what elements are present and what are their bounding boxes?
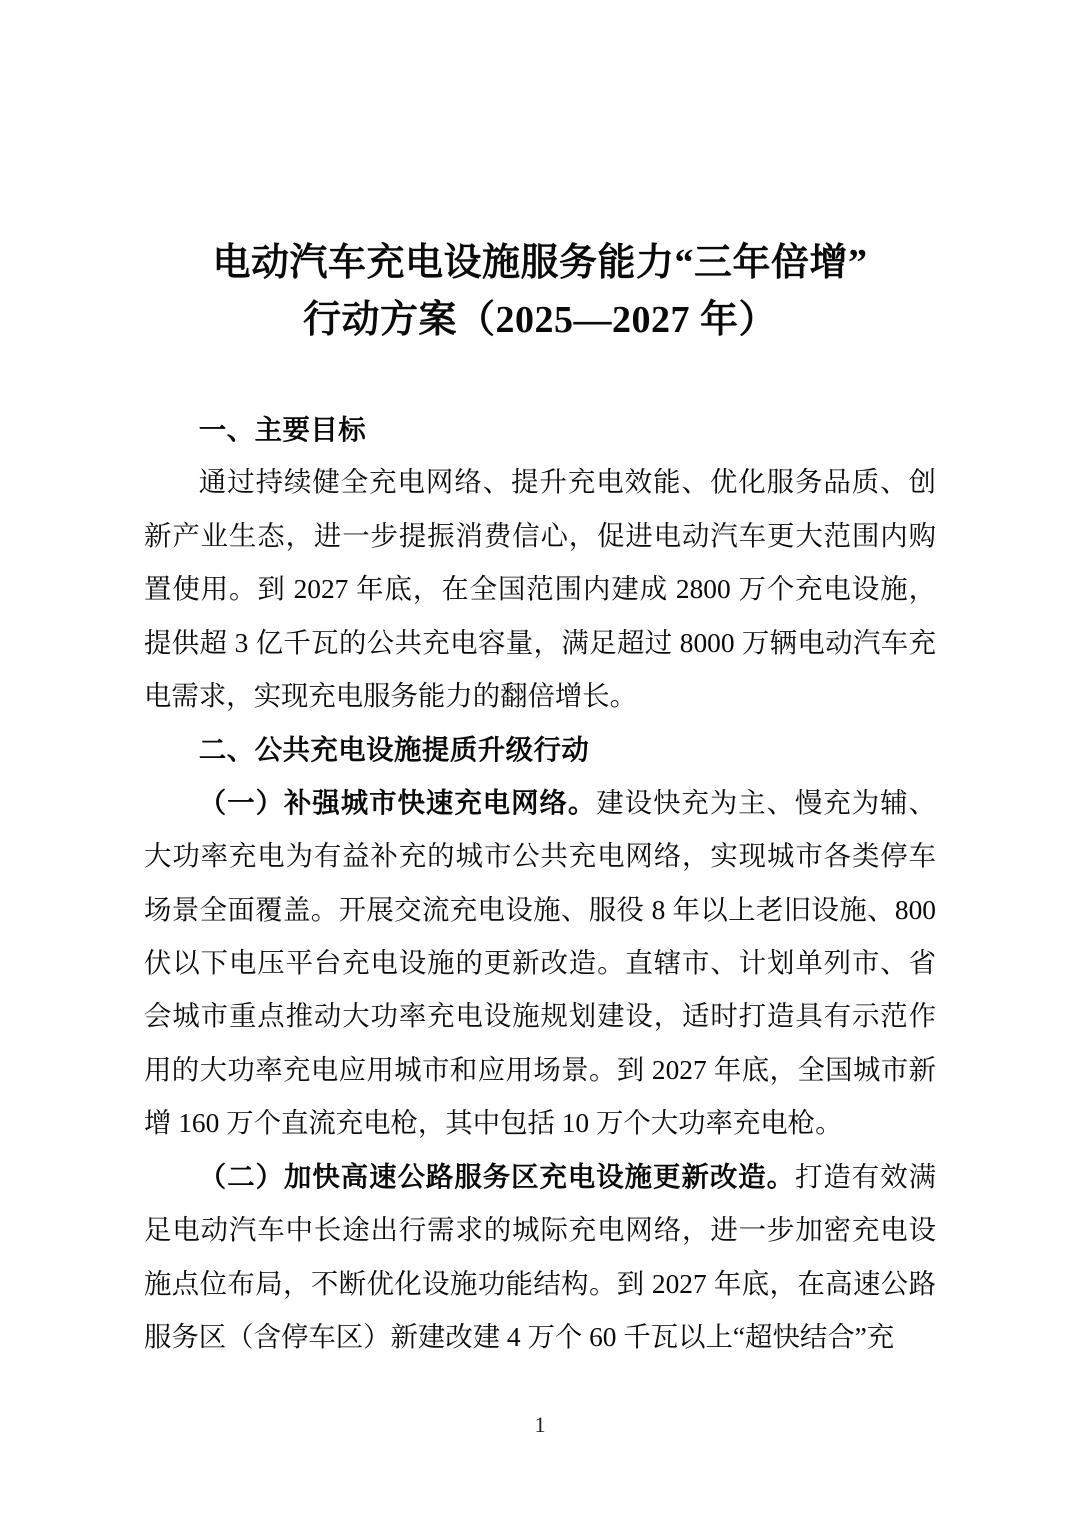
title-line-1: 电动汽车充电设施服务能力“三年倍增” — [212, 242, 868, 284]
title-line-2: 行动方案（2025—2027 年） — [302, 299, 777, 341]
document-body — [144, 403, 936, 1364]
paragraph-text: 建设快充为主、慢充为辅、大功率充电为有益补充的城市公共充电网络，实现城市各类停车场景全面覆盖。开展交流充电设施、服役 8 年以上老旧设施、800 伏以下电压平台充电设施的更新改造。直辖市、计划单列市、省会城市重点推动大功率充电设施规划建设，适时打造具有示范作用的大功率充电应用城市和应用场景。到 2027 年底，全国城市新增 160 万个直流充电枪，其中包括 10 万个大功率充电枪。 — [144, 787, 936, 1139]
section-heading-public-charging-upgrade: 二、公共充电设施提质升级行动 — [198, 734, 590, 766]
paragraph-text: 打造有效满足电动汽车中长途出行需求的城际充电网络，进一步加密充电设施点位布局，不断优化设施功能结构。到 2027 年底，在高速公路服务区（含停车区）新建改建 4 万个 60 千瓦以上“超快结合”充 — [144, 1161, 936, 1352]
paragraph-city-fast-charging — [144, 777, 936, 1151]
paragraph-lead-city-fast-charging: （一）补强城市快速充电网络。 — [198, 787, 597, 818]
section-heading-main-goals: 一、主要目标 — [198, 414, 367, 445]
page-number: 1 — [534, 1412, 546, 1437]
document-title — [144, 0, 936, 349]
paragraph-highway-service-area — [144, 1151, 936, 1365]
page-footer — [0, 1408, 1080, 1442]
paragraph-text: 通过持续健全充电网络、提升充电效能、优化服务品质、创新产业生态，进一步提振消费信心，促进电动汽车更大范围内购置使用。到 2027 年底，在全国范围内建成 2800 万个充电设施，提供超 3 亿千瓦的公共充电容量，满足超过 8000 万辆电动汽车充电需求，实现充电服务能力的翻倍增长。 — [144, 467, 936, 712]
paragraph-lead-highway-service-area: （二）加快高速公路服务区充电设施更新改造。 — [198, 1161, 796, 1192]
paragraph-main-goals — [144, 456, 936, 723]
